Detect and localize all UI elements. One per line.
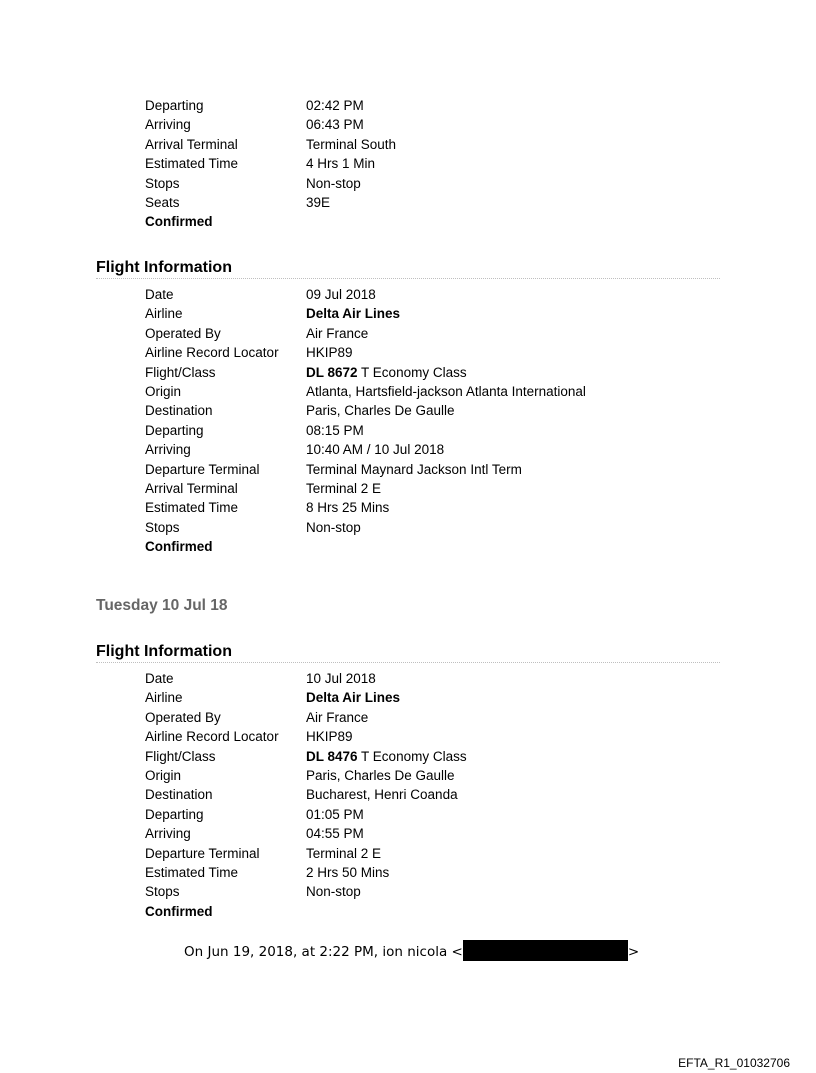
detail-row bbox=[145, 518, 586, 537]
detail-row bbox=[145, 193, 396, 212]
detail-row bbox=[145, 498, 586, 517]
detail-row bbox=[145, 460, 586, 479]
redaction-box bbox=[463, 940, 628, 961]
flight-information-heading bbox=[96, 258, 720, 279]
detail-row bbox=[145, 324, 586, 343]
segment-top-details bbox=[145, 96, 396, 232]
detail-label: Airline bbox=[145, 690, 183, 706]
detail-label: Airline Record Locator bbox=[145, 729, 279, 745]
detail-value: 09 Jul 2018 bbox=[306, 287, 376, 302]
email-prefix: On Jun 19, 2018, at 2:22 PM, ion nicola < bbox=[184, 944, 463, 960]
detail-row bbox=[145, 785, 467, 804]
detail-label: Estimated Time bbox=[145, 500, 239, 516]
detail-value: 08:15 PM bbox=[306, 422, 364, 438]
detail-row bbox=[145, 421, 586, 440]
detail-value: HKIP89 bbox=[306, 729, 353, 745]
detail-row bbox=[145, 747, 467, 766]
detail-row bbox=[145, 766, 467, 785]
detail-value: Terminal 2 E bbox=[306, 480, 382, 496]
detail-value: HKIP89 bbox=[306, 345, 353, 361]
email-quote-line bbox=[184, 940, 639, 961]
detail-row bbox=[145, 669, 467, 688]
detail-label: Departure Terminal bbox=[145, 461, 260, 477]
detail-label: Stops bbox=[145, 175, 180, 191]
detail-value: Terminal Maynard Jackson Intl Term bbox=[306, 461, 522, 477]
detail-value: Paris, Charles De Gaulle bbox=[306, 767, 455, 783]
day-heading: Tuesday 10 Jul 18 bbox=[96, 597, 228, 614]
detail-row bbox=[145, 304, 586, 323]
airline-name: Delta Air Lines bbox=[306, 690, 401, 706]
detail-row bbox=[145, 382, 586, 401]
airline-name: Delta Air Lines bbox=[306, 306, 401, 322]
detail-label: Operated By bbox=[145, 709, 221, 725]
class-text: T Economy Class bbox=[357, 748, 467, 764]
detail-label: Destination bbox=[145, 787, 213, 803]
detail-row bbox=[145, 824, 467, 843]
detail-value: Terminal 2 E bbox=[306, 845, 382, 861]
heading-text: Flight Information bbox=[96, 643, 232, 660]
detail-label: Flight/Class bbox=[145, 748, 216, 764]
detail-label: Seats bbox=[145, 194, 180, 210]
detail-value: 04:55 PM bbox=[306, 826, 364, 842]
detail-label: Arrival Terminal bbox=[145, 480, 238, 496]
detail-label: Airline Record Locator bbox=[145, 345, 279, 361]
detail-label: Arriving bbox=[145, 442, 191, 458]
detail-label: Arriving bbox=[145, 826, 191, 842]
detail-label: Arrival Terminal bbox=[145, 136, 238, 152]
detail-value: Air France bbox=[306, 709, 369, 725]
detail-label: Origin bbox=[145, 767, 182, 783]
detail-value: Non-stop bbox=[306, 519, 361, 535]
detail-value: 10:40 AM / 10 Jul 2018 bbox=[306, 442, 445, 458]
detail-row bbox=[145, 688, 467, 707]
detail-label: Date bbox=[145, 287, 174, 302]
detail-row bbox=[145, 363, 586, 382]
detail-value: 10 Jul 2018 bbox=[306, 671, 376, 686]
detail-row bbox=[145, 96, 396, 115]
status-confirmed: Confirmed bbox=[145, 539, 213, 555]
detail-label: Origin bbox=[145, 383, 182, 399]
detail-row bbox=[145, 479, 586, 498]
detail-value: Bucharest, Henri Coanda bbox=[306, 787, 458, 803]
detail-row bbox=[145, 863, 467, 882]
detail-value: Non-stop bbox=[306, 175, 361, 191]
detail-row bbox=[145, 727, 467, 746]
detail-value: 06:43 PM bbox=[306, 117, 364, 133]
status-confirmed: Confirmed bbox=[145, 214, 213, 230]
detail-value: 4 Hrs 1 Min bbox=[306, 156, 376, 172]
detail-row bbox=[145, 115, 396, 134]
status-confirmed: Confirmed bbox=[145, 903, 213, 919]
detail-row bbox=[145, 440, 586, 459]
detail-label: Departure Terminal bbox=[145, 845, 260, 861]
detail-value: 01:05 PM bbox=[306, 806, 364, 822]
detail-label: Destination bbox=[145, 403, 213, 419]
class-text: T Economy Class bbox=[357, 364, 467, 380]
flight-1-details bbox=[145, 285, 586, 556]
detail-label: Arriving bbox=[145, 117, 191, 133]
detail-row bbox=[145, 285, 586, 304]
detail-label: Stops bbox=[145, 884, 180, 900]
detail-value: 39E bbox=[306, 194, 331, 210]
detail-row bbox=[145, 343, 586, 362]
detail-row bbox=[145, 708, 467, 727]
detail-label: Departing bbox=[145, 806, 204, 822]
detail-value: Paris, Charles De Gaulle bbox=[306, 403, 455, 419]
detail-row bbox=[145, 882, 467, 901]
flight-number: DL 8476 bbox=[306, 748, 358, 764]
detail-value: Non-stop bbox=[306, 884, 361, 900]
detail-row bbox=[145, 154, 396, 173]
detail-row bbox=[145, 135, 396, 154]
detail-value: Air France bbox=[306, 325, 369, 341]
document-id: EFTA_R1_01032706 bbox=[678, 1056, 790, 1070]
heading-text: Flight Information bbox=[96, 259, 232, 276]
detail-label: Flight/Class bbox=[145, 364, 216, 380]
flight-information-heading bbox=[96, 642, 720, 663]
detail-label: Stops bbox=[145, 519, 180, 535]
detail-row bbox=[145, 844, 467, 863]
detail-row bbox=[145, 174, 396, 193]
detail-label: Estimated Time bbox=[145, 156, 239, 172]
detail-label: Departing bbox=[145, 422, 204, 438]
flight-class-value bbox=[306, 747, 467, 766]
detail-row bbox=[145, 805, 467, 824]
detail-label: Airline bbox=[145, 306, 183, 322]
email-suffix: > bbox=[627, 944, 640, 960]
detail-value: 02:42 PM bbox=[306, 98, 364, 113]
flight-class-value bbox=[306, 363, 467, 382]
detail-label: Operated By bbox=[145, 325, 221, 341]
detail-label: Departing bbox=[145, 98, 204, 113]
flight-2-details bbox=[145, 669, 467, 921]
detail-label: Date bbox=[145, 671, 174, 686]
detail-value: 2 Hrs 50 Mins bbox=[306, 864, 390, 880]
detail-row bbox=[145, 401, 586, 420]
flight-number: DL 8672 bbox=[306, 364, 358, 380]
detail-label: Estimated Time bbox=[145, 864, 239, 880]
detail-value: Atlanta, Hartsfield-jackson Atlanta International bbox=[306, 383, 586, 399]
detail-value: Terminal South bbox=[306, 136, 397, 152]
detail-value: 8 Hrs 25 Mins bbox=[306, 500, 390, 516]
